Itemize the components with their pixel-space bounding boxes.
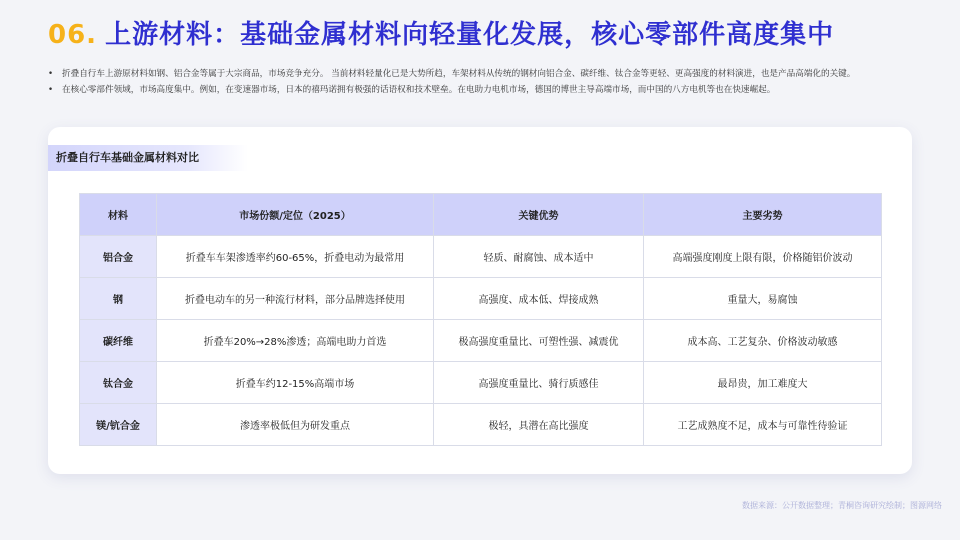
market-cell: 渗透率极低但为研发重点 <box>157 404 434 446</box>
table-row <box>80 278 882 320</box>
disadvantage-cell: 高端强度刚度上限有限，价格随铝价波动 <box>644 236 882 278</box>
table-row <box>80 320 882 362</box>
header-market-share: 市场份额/定位（2025） <box>157 194 434 236</box>
header-disadvantages: 主要劣势 <box>644 194 882 236</box>
header-material: 材料 <box>80 194 157 236</box>
table-header-row <box>80 194 882 236</box>
material-comparison-table <box>79 193 882 446</box>
bullet-item: • 折叠自行车上游原材料如钢、铝合金等属于大宗商品，市场竞争充分。 当前材料轻量化已是大势所趋，车架材料从传统的钢材向铝合金、碳纤维、钛合金等更轻、更高强度的材料演进，也是产品高端化的关键。 <box>48 66 918 82</box>
title-text: 上游材料：基础金属材料向轻量化发展，核心零部件高度集中 <box>105 20 835 50</box>
material-cell: 铝合金 <box>80 236 157 278</box>
market-cell: 折叠车车架渗透率约60-65%，折叠电动为最常用 <box>157 236 434 278</box>
section-number: 06. <box>48 20 98 50</box>
disadvantage-cell: 重量大，易腐蚀 <box>644 278 882 320</box>
advantage-cell: 极高强度重量比、可塑性强、减震优 <box>434 320 644 362</box>
table-row <box>80 404 882 446</box>
material-cell: 钢 <box>80 278 157 320</box>
market-cell: 折叠车约12-15%高端市场 <box>157 362 434 404</box>
table-row <box>80 362 882 404</box>
advantage-cell: 极轻，具潜在高比强度 <box>434 404 644 446</box>
advantage-cell: 轻质、耐腐蚀、成本适中 <box>434 236 644 278</box>
advantage-cell: 高强度重量比、骑行质感佳 <box>434 362 644 404</box>
advantage-cell: 高强度、成本低、焊接成熟 <box>434 278 644 320</box>
material-cell: 钛合金 <box>80 362 157 404</box>
bullet-item: • 在核心零部件领域，市场高度集中。例如，在变速器市场，日本的禧玛诺拥有极强的话语权和技术壁垒。在电助力电机市场，德国的博世主导高端市场，而中国的八方电机等也在快速崛起。 <box>48 82 918 98</box>
disadvantage-cell: 工艺成熟度不足，成本与可靠性待验证 <box>644 404 882 446</box>
material-cell: 碳纤维 <box>80 320 157 362</box>
disadvantage-cell: 成本高、工艺复杂、价格波动敏感 <box>644 320 882 362</box>
comparison-card <box>48 127 912 474</box>
card-tag: 折叠自行车基础金属材料对比 <box>48 145 248 171</box>
market-cell: 折叠车20%→28%渗透；高端电助力首选 <box>157 320 434 362</box>
header-advantages: 关键优势 <box>434 194 644 236</box>
disadvantage-cell: 最昂贵，加工难度大 <box>644 362 882 404</box>
table-row <box>80 236 882 278</box>
page-title <box>48 14 834 51</box>
material-cell: 镁/钪合金 <box>80 404 157 446</box>
source-note: 数据来源：公开数据整理；青桐咨询研究绘制；图源网络 <box>742 501 942 510</box>
bullet-list <box>48 66 918 98</box>
market-cell: 折叠电动车的另一种流行材料，部分品牌选择使用 <box>157 278 434 320</box>
